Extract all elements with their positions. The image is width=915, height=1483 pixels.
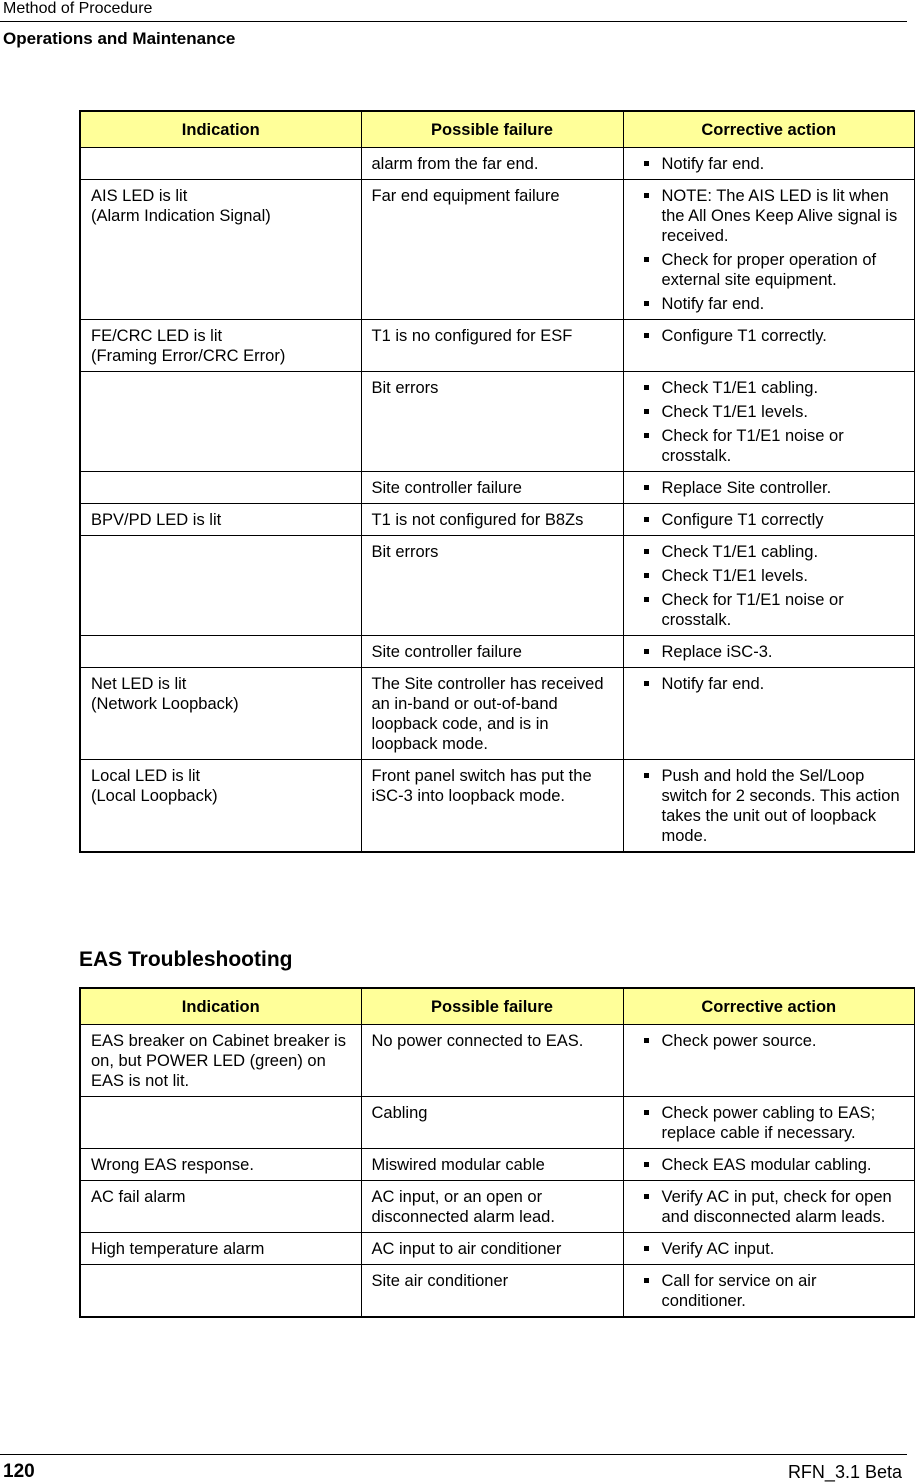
- action-cell: [623, 1181, 915, 1233]
- action-list: [634, 1239, 905, 1259]
- action-list: [634, 642, 905, 662]
- action-item: Check power source.: [634, 1031, 905, 1051]
- action-list: [634, 1271, 905, 1311]
- indication-cell: [80, 1097, 361, 1149]
- action-cell: [623, 536, 915, 636]
- document-version: RFN_3.1 Beta: [787, 1462, 902, 1482]
- action-item: Notify far end.: [634, 154, 905, 174]
- action-item: Replace iSC-3.: [634, 642, 905, 662]
- failure-cell: No power connected to EAS.: [361, 1025, 623, 1097]
- indication-cell: [80, 760, 361, 853]
- action-item: Verify AC in put, check for open and disconnected alarm leads.: [634, 1187, 905, 1227]
- section-title: Operations and Maintenance: [3, 29, 236, 48]
- table-row: [80, 1149, 915, 1181]
- indication-text: FE/CRC LED is lit: [91, 327, 223, 345]
- failure-cell: T1 is not configured for B8Zs: [361, 504, 623, 536]
- failure-cell: Miswired modular cable: [361, 1149, 623, 1181]
- failure-cell: Bit errors: [361, 536, 623, 636]
- table-row: [80, 320, 915, 372]
- failure-cell: Front panel switch has put the iSC-3 into loopback mode.: [361, 760, 623, 853]
- action-list: [634, 1155, 905, 1175]
- failure-cell: Bit errors: [361, 372, 623, 472]
- indication-text: BPV/PD LED is lit: [91, 511, 222, 529]
- action-item: Configure T1 correctly.: [634, 326, 905, 346]
- table-header-row: [80, 111, 915, 148]
- table-row: [80, 1233, 915, 1265]
- table-row: [80, 536, 915, 636]
- indication-cell: [80, 372, 361, 472]
- header-corrective-action: Corrective action: [623, 111, 915, 148]
- action-item: Notify far end.: [634, 294, 905, 314]
- failure-cell: The Site controller has received an in-band or out-of-band loopback code, and is in loopback mode.: [361, 668, 623, 760]
- indication-cell: [80, 472, 361, 504]
- action-cell: [623, 180, 915, 320]
- action-cell: [623, 504, 915, 536]
- table-row: [80, 1097, 915, 1149]
- action-cell: [623, 148, 915, 180]
- indication-cell: [80, 1025, 361, 1097]
- table-row: [80, 504, 915, 536]
- indication-cell: [80, 148, 361, 180]
- table-row: [80, 1025, 915, 1097]
- action-list: [634, 1103, 905, 1143]
- table-row: [80, 760, 915, 853]
- table-row: [80, 180, 915, 320]
- action-list: [634, 378, 905, 466]
- indication-text: AC fail alarm: [91, 1188, 186, 1206]
- page-number: 120: [3, 1461, 35, 1482]
- table-row: [80, 636, 915, 668]
- action-cell: [623, 1265, 915, 1318]
- indication-text: Wrong EAS response.: [91, 1156, 254, 1174]
- indication-cell: [80, 180, 361, 320]
- led-troubleshooting-table: [79, 110, 915, 853]
- action-list: [634, 1187, 905, 1227]
- indication-text: (Local Loopback): [91, 787, 218, 805]
- action-cell: [623, 1025, 915, 1097]
- failure-cell: AC input to air conditioner: [361, 1233, 623, 1265]
- failure-cell: Site controller failure: [361, 636, 623, 668]
- indication-cell: [80, 536, 361, 636]
- eas-section-heading: EAS Troubleshooting: [79, 948, 293, 971]
- action-cell: [623, 1149, 915, 1181]
- failure-cell: Site air conditioner: [361, 1265, 623, 1318]
- table-row: [80, 148, 915, 180]
- action-list: [634, 766, 905, 846]
- action-item: Replace Site controller.: [634, 478, 905, 498]
- failure-cell: Far end equipment failure: [361, 180, 623, 320]
- indication-text: EAS breaker on Cabinet breaker is on, but POWER LED (green) on EAS is not lit.: [91, 1032, 346, 1090]
- action-item: Call for service on air conditioner.: [634, 1271, 905, 1311]
- action-cell: [623, 472, 915, 504]
- action-list: [634, 542, 905, 630]
- failure-cell: Site controller failure: [361, 472, 623, 504]
- action-item: Check T1/E1 levels.: [634, 566, 905, 586]
- action-item: Check T1/E1 levels.: [634, 402, 905, 422]
- indication-cell: [80, 1233, 361, 1265]
- action-item: Check for T1/E1 noise or crosstalk.: [634, 590, 905, 630]
- header-indication: Indication: [80, 111, 361, 148]
- header-possible-failure: Possible failure: [361, 988, 623, 1025]
- action-cell: [623, 760, 915, 853]
- action-item: NOTE: The AIS LED is lit when the All Ones Keep Alive signal is received.: [634, 186, 905, 246]
- action-list: [634, 478, 905, 498]
- indication-text: Net LED is lit: [91, 675, 187, 693]
- action-cell: [623, 372, 915, 472]
- eas-troubleshooting-table: [79, 987, 915, 1318]
- indication-text: (Framing Error/CRC Error): [91, 347, 286, 365]
- action-item: Check power cabling to EAS; replace cable if necessary.: [634, 1103, 905, 1143]
- table-row: [80, 1181, 915, 1233]
- indication-text: High temperature alarm: [91, 1240, 265, 1258]
- indication-cell: [80, 668, 361, 760]
- table-row: [80, 1265, 915, 1318]
- action-cell: [623, 320, 915, 372]
- action-item: Check T1/E1 cabling.: [634, 378, 905, 398]
- action-item: Check for proper operation of external site equipment.: [634, 250, 905, 290]
- action-item: Notify far end.: [634, 674, 905, 694]
- indication-cell: [80, 320, 361, 372]
- indication-text: (Alarm Indication Signal): [91, 207, 271, 225]
- action-list: [634, 1031, 905, 1051]
- header-indication: Indication: [80, 988, 361, 1025]
- indication-text: AIS LED is lit: [91, 187, 188, 205]
- action-list: [634, 154, 905, 174]
- action-item: Check T1/E1 cabling.: [634, 542, 905, 562]
- action-item: Check for T1/E1 noise or crosstalk.: [634, 426, 905, 466]
- failure-cell: Cabling: [361, 1097, 623, 1149]
- failure-cell: AC input, or an open or disconnected alarm lead.: [361, 1181, 623, 1233]
- header-divider: [0, 21, 907, 22]
- indication-text: Local LED is lit: [91, 767, 201, 785]
- table-header-row: [80, 988, 915, 1025]
- header-possible-failure: Possible failure: [361, 111, 623, 148]
- footer-divider: [0, 1454, 907, 1455]
- action-cell: [623, 1097, 915, 1149]
- table-row: [80, 372, 915, 472]
- action-cell: [623, 668, 915, 760]
- indication-cell: [80, 1181, 361, 1233]
- indication-cell: [80, 504, 361, 536]
- action-list: [634, 326, 905, 346]
- table-row: [80, 472, 915, 504]
- indication-cell: [80, 1149, 361, 1181]
- indication-cell: [80, 636, 361, 668]
- action-item: Check EAS modular cabling.: [634, 1155, 905, 1175]
- action-list: [634, 674, 905, 694]
- action-cell: [623, 1233, 915, 1265]
- action-item: Configure T1 correctly: [634, 510, 905, 530]
- document-title: Method of Procedure: [3, 0, 153, 17]
- action-item: Push and hold the Sel/Loop switch for 2 seconds. This action takes the unit out of loopback mode.: [634, 766, 905, 846]
- failure-cell: T1 is no configured for ESF: [361, 320, 623, 372]
- action-cell: [623, 636, 915, 668]
- failure-cell: alarm from the far end.: [361, 148, 623, 180]
- action-list: [634, 186, 905, 314]
- header-corrective-action: Corrective action: [623, 988, 915, 1025]
- action-item: Verify AC input.: [634, 1239, 905, 1259]
- action-list: [634, 510, 905, 530]
- indication-text: (Network Loopback): [91, 695, 239, 713]
- indication-cell: [80, 1265, 361, 1318]
- table-row: [80, 668, 915, 760]
